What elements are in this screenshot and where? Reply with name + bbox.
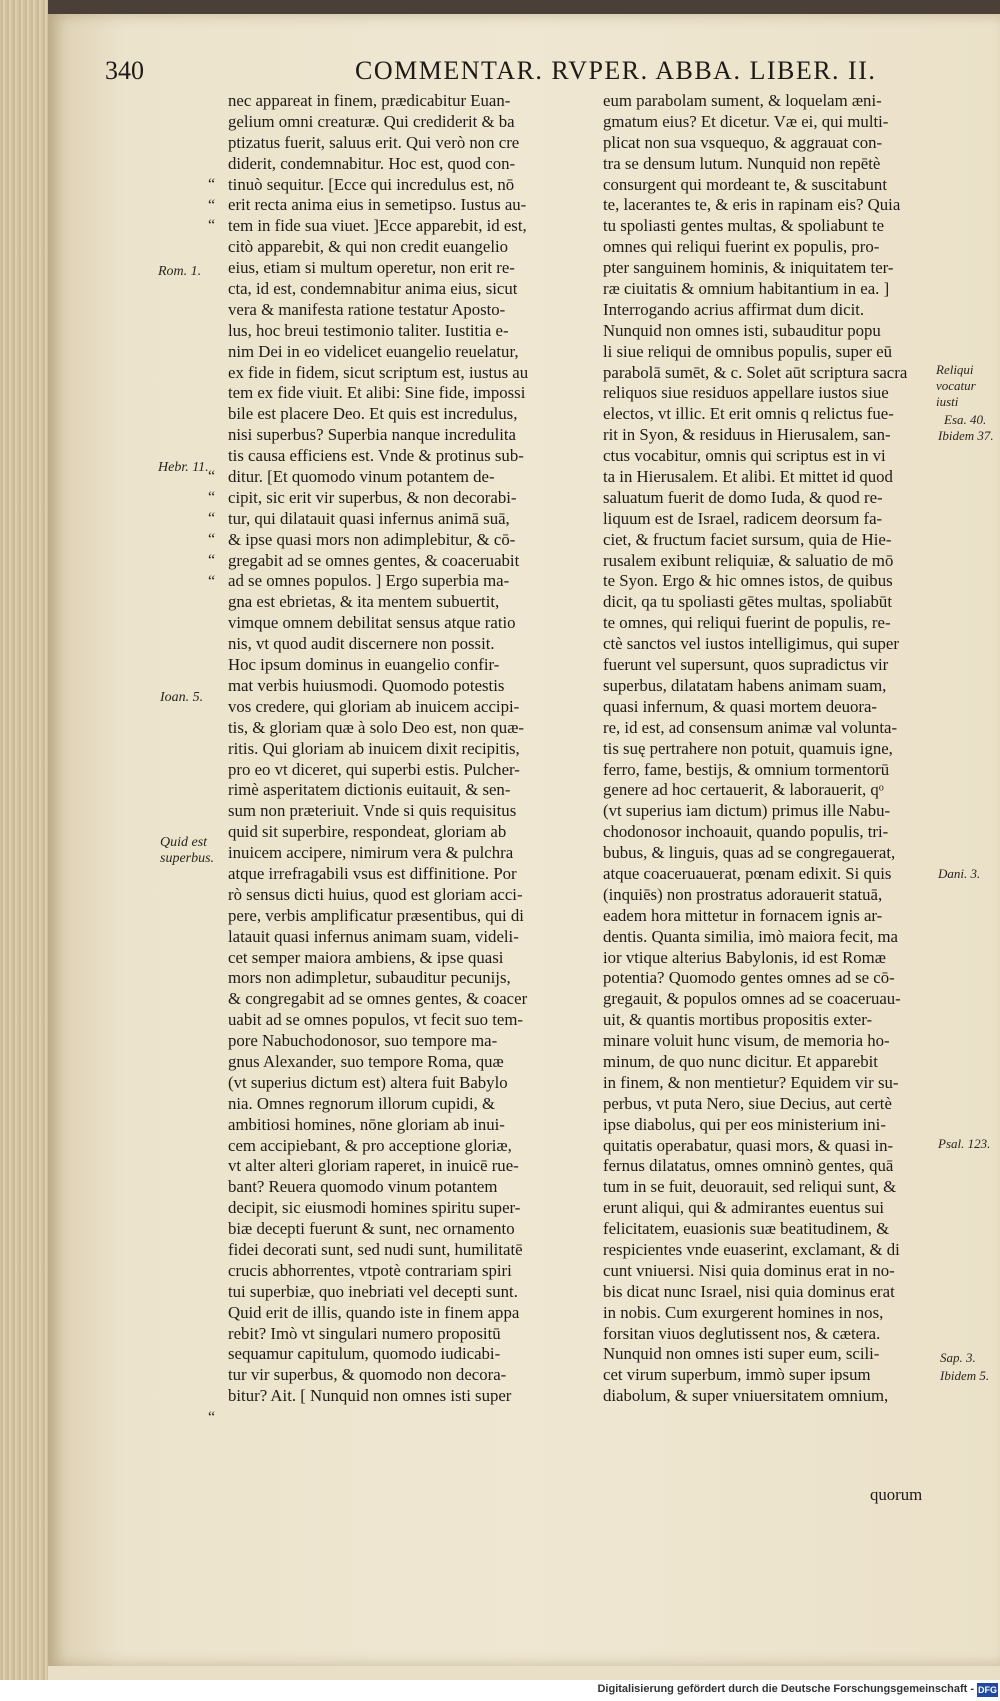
text-line: nia. Omnes regnorum illorum cupidi, &	[228, 1093, 496, 1113]
text-line: fuerunt vel supersunt, quos supradictus vir	[603, 655, 889, 675]
text-line: nim Dei in eo videlicet euangelio reuelatur,	[228, 341, 519, 361]
left-text-column	[228, 91, 588, 1407]
text-line: ciet, & fructum faciet sursum, quia de Hie-	[603, 529, 892, 549]
text-line: crucis abhorrentes, vtpotè contrariam spiri	[228, 1260, 512, 1280]
text-line: Nunquid non omnes isti super eum, scili-	[603, 1344, 880, 1364]
margin-note-reliqui: Reliqui vocatur iusti	[936, 362, 976, 409]
catchword: quorum	[870, 1485, 923, 1504]
text-line: eius, etiam si multum operetur, non erit re-	[228, 258, 515, 278]
text-line: vos credere, qui gloriam ab inuicem accipi-	[228, 696, 520, 716]
text-line: (vt superius dictum est) altera fuit Babylo	[228, 1072, 508, 1092]
text-line: biæ decepti fuerunt & sunt, nec ornamento	[228, 1219, 515, 1239]
text-line: minare voluit hunc visum, de memoria ho-	[603, 1031, 890, 1051]
text-line: gelium omni creaturæ. Qui crediderit & ba	[228, 111, 515, 131]
page-header	[105, 56, 985, 96]
text-line: rusalem exibunt reliquiæ, & saluatio de mō	[603, 550, 894, 570]
text-line: uit, & quantis mortibus propositis exter-	[603, 1010, 873, 1030]
text-line: erunt aliqui, qui & admirantes euentus sui	[603, 1198, 885, 1218]
text-line: ipse diabolus, qui per eos ministerium ini-	[603, 1114, 886, 1134]
page-number: 340	[105, 56, 144, 85]
text-line: consurgent qui mordeant te, & suscitabunt	[603, 174, 887, 194]
text-line: in finem, & non mentietur? Equidem vir su-	[603, 1072, 899, 1092]
text-line: nec appareat in finem, prædicabitur Euan-	[228, 91, 511, 110]
text-line: perbus, vt puta Nero, siue Decius, aut certè	[603, 1093, 892, 1113]
margin-note-quid-est: Quid est superbus.	[160, 835, 215, 866]
text-line: gregabit ad se omnes gentes, & coaceruabit	[228, 550, 520, 570]
text-line: dicit, qa tu spoliasti gētes multas, spoliabūt	[603, 592, 892, 612]
text-line: gregauit, & populos omnes ad se coaceruau-	[603, 989, 901, 1009]
text-line: ritis. Qui gloriam ab inuicem dixit recipitis,	[228, 738, 520, 758]
text-line: electos, vt illic. Et erit omnis q relictus fue-	[603, 404, 894, 424]
text-line: bubus, & linguis, quas ad se congregauerat,	[603, 843, 896, 863]
text-line: tis, & gloriam quæ à solo Deo est, non quæ-	[228, 717, 524, 737]
quote-mark: “	[208, 530, 216, 548]
text-line: ad se omnes populos. ] Ergo superbia ma-	[228, 571, 510, 591]
text-line: tui superbiæ, quo inebriati vel decepti sunt.	[228, 1281, 518, 1301]
text-line: tem in fide sua viuet. ]Ecce apparebit, id est,	[228, 216, 527, 236]
text-line: citò apparebit, & qui non credit euangelio	[228, 237, 509, 257]
text-line: omnes qui reliqui fuerint ex populis, pro-	[603, 237, 880, 257]
text-line: ditur. [Et quomodo vinum potantem de-	[228, 467, 495, 487]
quote-mark: “	[208, 175, 216, 193]
text-line: dentis. Quanta similia, imò maiora fecit, ma	[603, 926, 898, 946]
text-line: diderit, condemnabitur. Hoc est, quod con-	[228, 153, 516, 173]
text-line: cem accipiebant, & pro acceptione gloriæ,	[228, 1135, 512, 1155]
text-line: potentia? Quomodo gentes omnes ad se cō-	[603, 968, 895, 988]
text-line: gna est ebrietas, & ita mentem subuertit,	[228, 592, 500, 612]
text-line: in nobis. Cum exurgerent homines in nos,	[603, 1302, 884, 1322]
text-line: Hoc ipsum dominus in euangelio confir-	[228, 655, 500, 675]
text-line: ta in Hierusalem. Et alibi. Et mittet id quod	[603, 467, 893, 487]
text-line: decipit, sic eiusmodi homines spiritu super-	[228, 1198, 521, 1218]
text-line: lus, hoc breui testimonio taliter. Iustitia e-	[228, 320, 509, 340]
text-line: ior vtique alterius Babylonis, id est Romæ	[603, 947, 886, 967]
text-line: tu spoliasti gentes multas, & spoliabunt te	[603, 216, 885, 236]
text-line: te omnes, qui reliqui fuerint de populis, re-	[603, 613, 891, 633]
footer-credit: Digitalisierung gefördert durch die Deutsche Forschungsgemeinschaft -	[597, 1683, 974, 1695]
text-line: cta, id est, condemnabitur anima eius, sicut	[228, 279, 518, 299]
text-line: rimè asperitatem dictionis euitauit, & sen-	[228, 780, 511, 800]
text-line: fernus dilatatus, omnes omninò gentes, quā	[603, 1156, 894, 1176]
quote-mark: “	[208, 572, 216, 590]
text-line: inuicem accipere, nimirum vera & pulchra	[228, 843, 514, 863]
text-line: bitur? Ait. [ Nunquid non omnes isti super	[228, 1386, 512, 1406]
margin-note-esa: Esa. 40.	[944, 412, 987, 427]
text-line: mors non adimpletur, subauditur pecunijs,	[228, 968, 511, 988]
text-line: rebit? Imò vt singulari numero propositū	[228, 1323, 501, 1343]
text-line: saluatum fuerit de domo Iuda, & quod re-	[603, 487, 883, 507]
quote-mark: “	[208, 510, 216, 527]
text-line: uabit ad se omnes populos, vt fecit suo tem-	[228, 1010, 524, 1030]
text-line: reliquos siue residuos appellare iustos siue	[603, 383, 889, 403]
text-line: ex fide in fidem, sicut scriptum est, iustus au	[228, 362, 529, 382]
text-line: diabolum, & super vniuersitatem omnium,	[603, 1386, 889, 1406]
book-page-edges	[0, 0, 48, 1701]
text-line: superbus, dilatatam habens animam suam,	[603, 675, 887, 695]
margin-note-psal: Psal. 123.	[938, 1136, 991, 1151]
text-line: vera & manifesta ratione testatur Aposto-	[228, 299, 506, 319]
text-line: pter sanguinem hominis, & iniquitatem ter-	[603, 258, 894, 278]
text-line: rò sensus dicti huius, quod est gloriam acci-	[228, 884, 523, 904]
margin-note-ibidem-5: Ibidem 5.	[940, 1368, 990, 1383]
text-line: sum non præteriuit. Vnde si quis requisitus	[228, 801, 517, 821]
text-line: pere, verbis amplificatur præsentibus, qui di	[228, 905, 524, 925]
quote-mark: “	[208, 196, 216, 214]
text-line: eum parabolam sument, & loquelam æni-	[603, 91, 882, 110]
text-line: tinuò sequitur. [Ecce qui incredulus est, nō	[228, 174, 515, 194]
text-line: forsitan viuos deglutissent nos, & cætera.	[603, 1323, 881, 1343]
text-line: minum, de quo nunc dicitur. Et apparebit	[603, 1051, 878, 1071]
text-line: plicat non sua vsquequo, & aggrauat con-	[603, 132, 883, 152]
text-line: tur, qui dilatauit quasi infernus animā suā,	[228, 508, 510, 528]
text-line: rit in Syon, & residuus in Hierusalem, san-	[603, 425, 891, 445]
quote-mark: “	[208, 217, 216, 235]
text-line: cipit, sic erit vir superbus, & non decorabi-	[228, 487, 517, 507]
text-line: ræ ciuitatis & omnium habitantium in ea. ]	[603, 279, 890, 299]
text-line: gmatum eius? Et dicetur. Væ ei, qui multi-	[603, 111, 889, 131]
text-line: bant? Reuera quomodo vinum potantem	[228, 1177, 498, 1197]
text-line: tis suę pertrahere non potuit, quamuis igne,	[603, 738, 893, 758]
dfg-logo: DFG	[978, 1685, 997, 1695]
margin-note-sap: Sap. 3.	[940, 1350, 976, 1365]
text-line: te Syon. Ergo & hic omnes istos, de quibus	[603, 571, 893, 591]
margin-note-rom: Rom. 1.	[158, 264, 202, 279]
text-line: tra se densum lutum. Nunquid non repētè	[603, 153, 881, 173]
text-line: atque irrefragabili vsus est diffinitione. Por	[228, 863, 517, 883]
text-line: re, id est, ad consensum animæ val volunta-	[603, 717, 898, 737]
text-line: latauit quasi infernus animam suam, videli-	[228, 926, 519, 946]
footer-bar	[0, 1680, 1000, 1701]
text-line: chodonosor inchoauit, quando populis, tri-	[603, 822, 889, 842]
text-line: Interrogando acrius affirmat dum dicit.	[603, 299, 865, 319]
text-line: atque coaceruauerat, pœnam edixit. Si quis	[603, 863, 892, 883]
text-line: eadem hora mittetur in fornacem ignis ar-	[603, 905, 883, 925]
text-line: tur vir superbus, & quomodo non decora-	[228, 1365, 507, 1385]
text-line: (vt superius iam dictum) primus ille Nabu-	[603, 801, 891, 821]
text-line: cet semper maiora ambiens, & ipse quasi	[228, 947, 504, 967]
running-head: COMMENTAR. RVPER. ABBA. LIBER. II.	[355, 56, 877, 85]
quote-mark: “	[208, 468, 216, 486]
text-line: te, lacerantes te, & eris in rapinam eis? Quia	[603, 195, 901, 215]
text-line: Nunquid non omnes isti, subauditur popu	[603, 320, 881, 340]
quote-mark: “	[208, 551, 216, 569]
text-line: Quid erit de illis, quando iste in finem appa	[228, 1302, 520, 1322]
text-line: & ipse quasi mors non adimplebitur, & cō-	[228, 529, 516, 549]
text-line: nisi superbus? Superbia nanque incredulita	[228, 425, 517, 445]
text-line: ctè sanctos vel iustos intelligimus, qui super	[603, 634, 899, 654]
text-line: cunt vniuersi. Nisi quia dominus erat in no-	[603, 1260, 895, 1280]
text-line: respicientes vnde euaserint, exclamant, & di	[603, 1239, 900, 1259]
text-line: tem ex fide viuit. Et alibi: Sine fide, impossi	[228, 383, 526, 403]
quote-mark: “	[208, 1408, 216, 1426]
text-line: sequamur capitulum, quomodo iudicabi-	[228, 1344, 501, 1364]
margin-note-hebr: Hebr. 11.	[158, 460, 209, 475]
margin-note-ioan: Ioan. 5.	[160, 690, 204, 705]
margin-note-ibidem-37: Ibidem 37.	[938, 428, 994, 443]
text-line: erit recta anima eius in semetipso. Iustus au-	[228, 195, 527, 215]
text-line: nis, vt quod audit discernere non possit.	[228, 634, 495, 654]
text-line: ambitiosi homines, nōne gloriam ab inui-	[228, 1114, 505, 1134]
top-dark-edge	[0, 0, 1000, 14]
text-line: quid sit superbire, respondeat, gloriam ab	[228, 822, 507, 842]
text-line: vt alter alteri gloriam raperet, in inuicē rue-	[228, 1156, 519, 1176]
quote-mark: “	[208, 489, 216, 507]
right-text-column	[603, 91, 938, 1407]
text-line: fidei decorati sunt, sed nudi sunt, humilitatē	[228, 1239, 523, 1259]
text-line: liquum est de Israel, radicem deorsum fa-	[603, 508, 883, 528]
text-line: mat verbis huiusmodi. Quomodo potestis	[228, 675, 505, 695]
text-line: tis causa efficiens est. Vnde & protinus sub-	[228, 446, 524, 466]
text-line: tum in se fuit, deuorauit, sed reliqui sunt, &	[603, 1177, 897, 1197]
text-line: li siue reliqui de omnibus populis, super eū	[603, 341, 892, 361]
text-line: cet virum superbum, immò super ipsum	[603, 1365, 871, 1385]
text-line: (inquiēs) non prostratus adorauerit statuā,	[603, 884, 883, 904]
text-line: ctus vocabitur, omnis qui scriptus est in vi	[603, 446, 886, 466]
text-line: pro eo vt diceret, qui superbi estis. Pulcher-	[228, 759, 520, 779]
text-line: bis dicat nunc Israel, nisi quia dominus erat	[603, 1281, 895, 1301]
text-line: quasi infernum, & quasi mortem deuora-	[603, 696, 878, 716]
margin-note-dani: Dani. 3.	[938, 866, 981, 881]
text-line: bile est placere Deo. Et quis est incredulus,	[228, 404, 518, 424]
text-line: genere ad hoc certauerit, & laborauerit, qᵒ	[603, 780, 884, 800]
text-line: & congregabit ad se omnes gentes, & coacer	[228, 989, 528, 1009]
text-line: felicitatem, euasionis suæ beatitudinem, &	[603, 1219, 890, 1239]
text-line: ptizatus fuerit, saluus erit. Qui verò non cre	[228, 132, 520, 152]
text-line: parabolā sumēt, & c. Solet aūt scriptura sacra	[603, 362, 908, 382]
text-line: gnus Alexander, suo tempore Roma, quæ	[228, 1051, 504, 1071]
text-line: quitatis operabatur, quasi mors, & quasi in-	[603, 1135, 894, 1155]
text-line: vimque omnem debilitat sensus atque ratio	[228, 613, 516, 633]
text-line: pore Nabuchodonosor, suo tempore ma-	[228, 1031, 498, 1051]
text-line: ferro, fame, bestijs, & omnium tormentorū	[603, 759, 890, 779]
